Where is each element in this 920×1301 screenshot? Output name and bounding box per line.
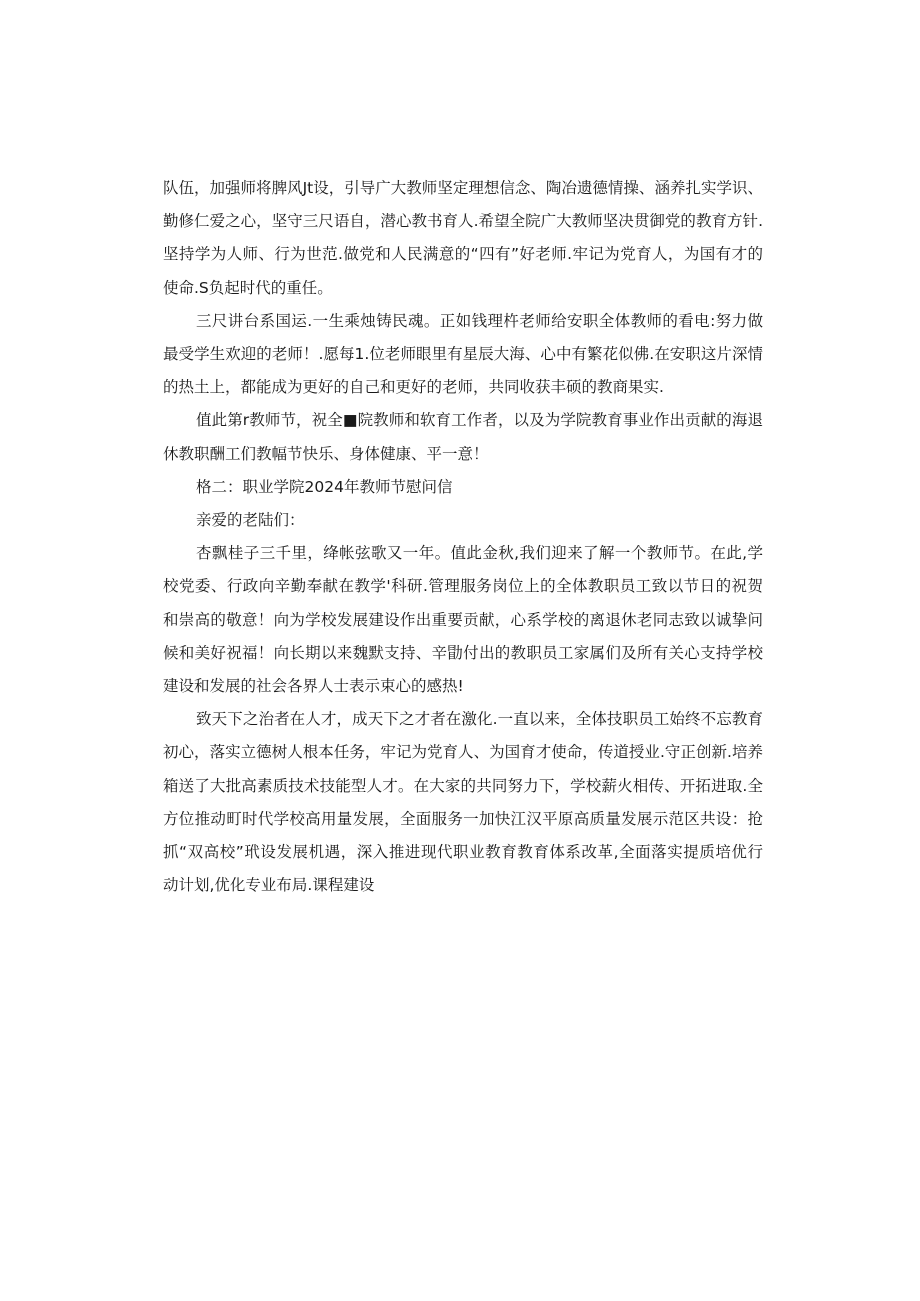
text-line: 建设和发展的社会各界人士表示束心的感热!: [163, 677, 464, 696]
text-line: 三尺讲台系国运.一生乘烛铸民魂。正如钱理杵老师给安职全体教师的看电:努力做: [196, 311, 763, 330]
paragraph-2: [163, 305, 763, 405]
text-line: 致天下之治者在人才，成天下之才者在激化.一直以来，全体技职员工始终不忘教育: [196, 710, 763, 729]
paragraph-1: [163, 172, 763, 305]
paragraph-5: [163, 703, 763, 902]
text-line: 最受学生欢迎的老师！.愿每1.位老师眼里有星辰大海、心中有繁花似佛.在安职这片深情: [163, 345, 763, 364]
text-line: 方位推动町时代学校高用量发展，全面服务一加快江汉平原高质量发展示范区共设：抢: [163, 809, 763, 828]
document-page: [163, 172, 763, 902]
text-line: 动计划,优化专业布局.课程建设: [163, 876, 375, 895]
text-line: 坚持学为人师、行为世范.做党和人民满意的“四有”好老师.牢记为党育人，为国有才的: [163, 245, 763, 264]
text-line: 箱送了大批高素质技术技能型人才。在大家的共同努力下，学校薪火相传、开拓进取.全: [163, 776, 763, 795]
paragraph-3: [163, 404, 763, 470]
section-heading: 格二：职业学院2024年教师节慰问信: [196, 477, 453, 496]
text-line: 勤修仁爱之心，坚守三尺语自，潜心教书育人.希望全院广大教师坚决贯御党的教育方针.: [163, 212, 763, 231]
paragraph-4: [163, 537, 763, 703]
text-line: 初心，落实立德树人根本任务，牢记为党育人、为国育才使命，传道授业.守正创新.培养: [163, 743, 763, 762]
text-line: 值此第r教师节，祝全■院教师和软育工作者，以及为学院教育事业作出贡献的海退: [196, 411, 763, 430]
text-line: 和崇高的敬意！向为学校发展建设作出重要贡献，心系学校的离退休老同志致以诚挚问: [163, 610, 763, 629]
text-line: 校党委、行政向辛勤奉献在教学'科研.管理服务岗位上的全体教职员工致以节日的祝贺: [163, 577, 763, 596]
text-line: 的热土上，都能成为更好的自己和更好的老师，共同收获丰硕的教商果实.: [163, 378, 664, 397]
text-line: 抓“双高校”玳设发展机遇，深入推进现代职业教育教育体系改革,全面落实提质培优行: [163, 843, 763, 862]
text-line: 休教职酬工们教幅节快乐、身体健康、平一意！: [163, 444, 489, 463]
text-line: 使命.S负起时代的重任。: [163, 278, 333, 297]
text-line: 队伍，加强师将脾风Jt设，引导广大教师坚定理想信念、陶冶遗德情操、涵养扎实学识、: [163, 179, 763, 197]
text-line: 候和美好祝福！向长期以来魏默支持、辛勖付出的教职员工家属们及所有关心支持学校: [163, 643, 763, 662]
salutation: 亲爱的老陆们：: [196, 511, 305, 530]
text-line: 杏飘桂子三千里，绛帐弦歌又一年。值此金秋,我们迎来了解一个教师节。在此,学: [196, 544, 763, 563]
